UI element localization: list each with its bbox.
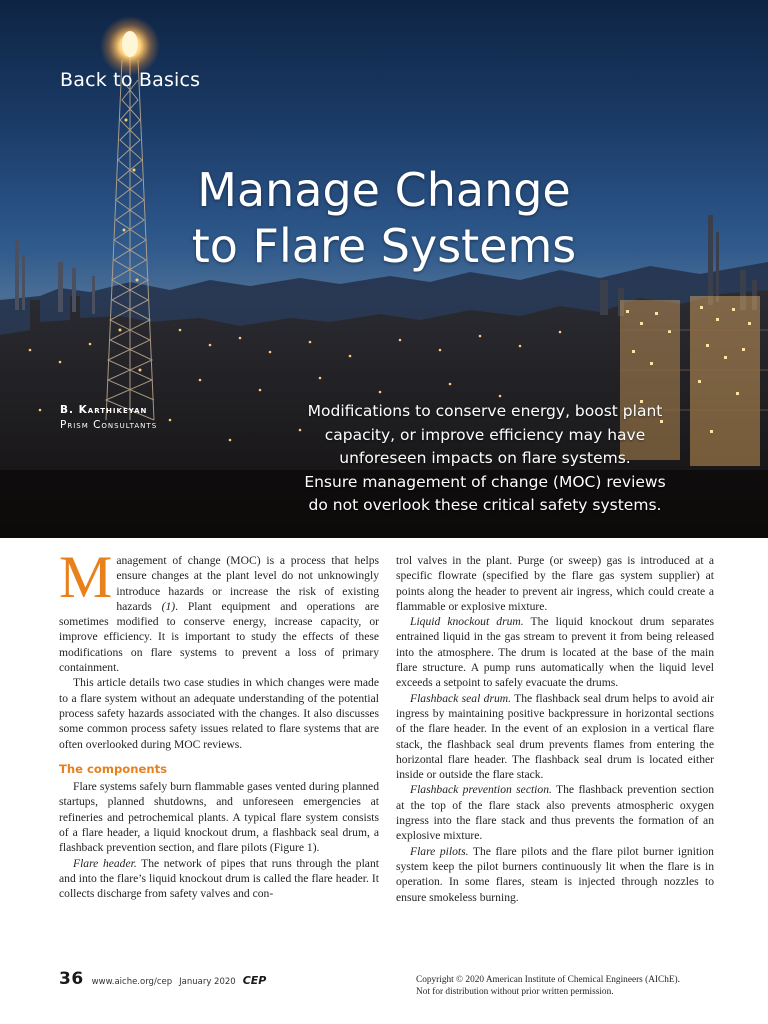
section-heading: The components — [59, 761, 168, 776]
deck-line: Modifications to conserve energy, boost plant — [307, 402, 663, 420]
term-flare-pilots: Flare pilots. — [410, 844, 469, 858]
copyright-notice — [416, 975, 736, 998]
components-paragraph: Flare systems safely burn flammable gases vented during planned startups, planned shutdowns, and unforeseen emergencies at refineries and petrochemical plants. A typical flare system consists of a flare header, a liquid knockout drum, a flashback seal drum, a flashback prevention section, and flare pilots (Figure 1). — [59, 780, 379, 855]
flare-header-paragraph: Flare header. The network of pipes that runs through the plant and into the flare’s liquid knockout drum is called the flare header. It collects discharge from safety valves and con- — [59, 856, 379, 901]
page-footer — [59, 969, 266, 989]
copyright-line: Not for distribution without prior written permission. — [416, 986, 614, 997]
flare-header-continued: trol valves in the plant. Purge (or sweep) gas is introduced at a specific flowrate (specified by the flare gas system supplier) at points along the header to prevent air ingress, which could create a flammable or explosive mixture. — [396, 554, 714, 613]
intro-paragraph-2: This article details two case studies in which changes were made to a flare system without an adequate understanding of the potential process safety hazards associated with the changes. It also discusses some common process safety issues related to flare systems that are often overlooked during MOC reviews. — [59, 676, 379, 751]
deck-line: do not overlook these critical safety systems. — [308, 496, 662, 514]
deck-line: Ensure management of change (MOC) reviews — [304, 472, 666, 491]
magazine-logo: CEP — [242, 974, 267, 987]
reference-citation: (1) — [161, 599, 176, 613]
article-deck — [285, 400, 685, 518]
byline — [60, 404, 157, 431]
author-name: B. Karthikeyan — [60, 404, 148, 416]
drop-cap: M — [59, 544, 113, 610]
article-title — [0, 162, 768, 274]
author-affiliation: Prism Consultants — [60, 419, 158, 431]
copyright-line: Copyright © 2020 American Institute of Chemical Engineers (AIChE). — [416, 975, 680, 985]
issue-date: January 2020 — [179, 977, 236, 987]
flare-pilots-paragraph: Flare pilots. The flare pilots and the flare pilot burner ignition system keep the pilot burners continuously lit when the flare is in operation. In some flares, steam is injected through nozzles to ensure smokeless burning. — [396, 844, 714, 904]
intro-paragraph-1: Management of change (MOC) is a process that helps ensure changes at the plant level do not unknowingly introduce hazards or increase the risk of existing hazards (1). Plant equipment and operations are sometimes modified to conserve energy, increase capacity, or improve efficiency. It is important to study the effects of these modifications on flare systems to prevent a loss of primary containment. — [59, 544, 379, 675]
term-flare-header: Flare header. — [73, 856, 137, 870]
knockout-drum-paragraph: Liquid knockout drum. The liquid knockout drum separates entrained liquid in the gas stream to prevent it from being released into the atmosphere. The drum is located at the base of the main flare structure. A pump runs automatically when the liquid level exceeds a setpoint to safely evacuate the drums. — [396, 615, 714, 690]
term-prevention-section: Flashback prevention section. — [410, 783, 552, 797]
body-column-left — [59, 544, 379, 902]
prevention-section-paragraph: Flashback prevention section. The flashback prevention section at the top of the flare stack also prevents atmospheric oxygen ingress into the flare stack and thus prevents the formation of an explosive mixture. — [396, 783, 714, 843]
body-column-right — [396, 553, 714, 905]
title-line-1: Manage Change — [197, 163, 571, 217]
term-seal-drum: Flashback seal drum. — [410, 691, 512, 705]
deck-line: unforeseen impacts on flare systems. — [339, 449, 631, 467]
term-knockout-drum: Liquid knockout drum. — [410, 615, 524, 629]
series-label: Back to Basics — [60, 69, 201, 91]
seal-drum-paragraph: Flashback seal drum. The flashback seal drum helps to avoid air ingress by maintaining positive backpressure in horizontal sections of the flare header. In the event of an explosion in a vertical flare stack, the flashback seal drum prevents flames from entering the horizontal flare header. The flashback seal drum is located either inside or outside the flare stack. — [396, 691, 714, 782]
footer-url-link[interactable]: www.aiche.org/cep — [91, 977, 173, 987]
title-line-2: to Flare Systems — [191, 219, 577, 273]
page-number: 36 — [59, 969, 84, 989]
deck-line: capacity, or improve efficiency may have — [324, 425, 646, 444]
